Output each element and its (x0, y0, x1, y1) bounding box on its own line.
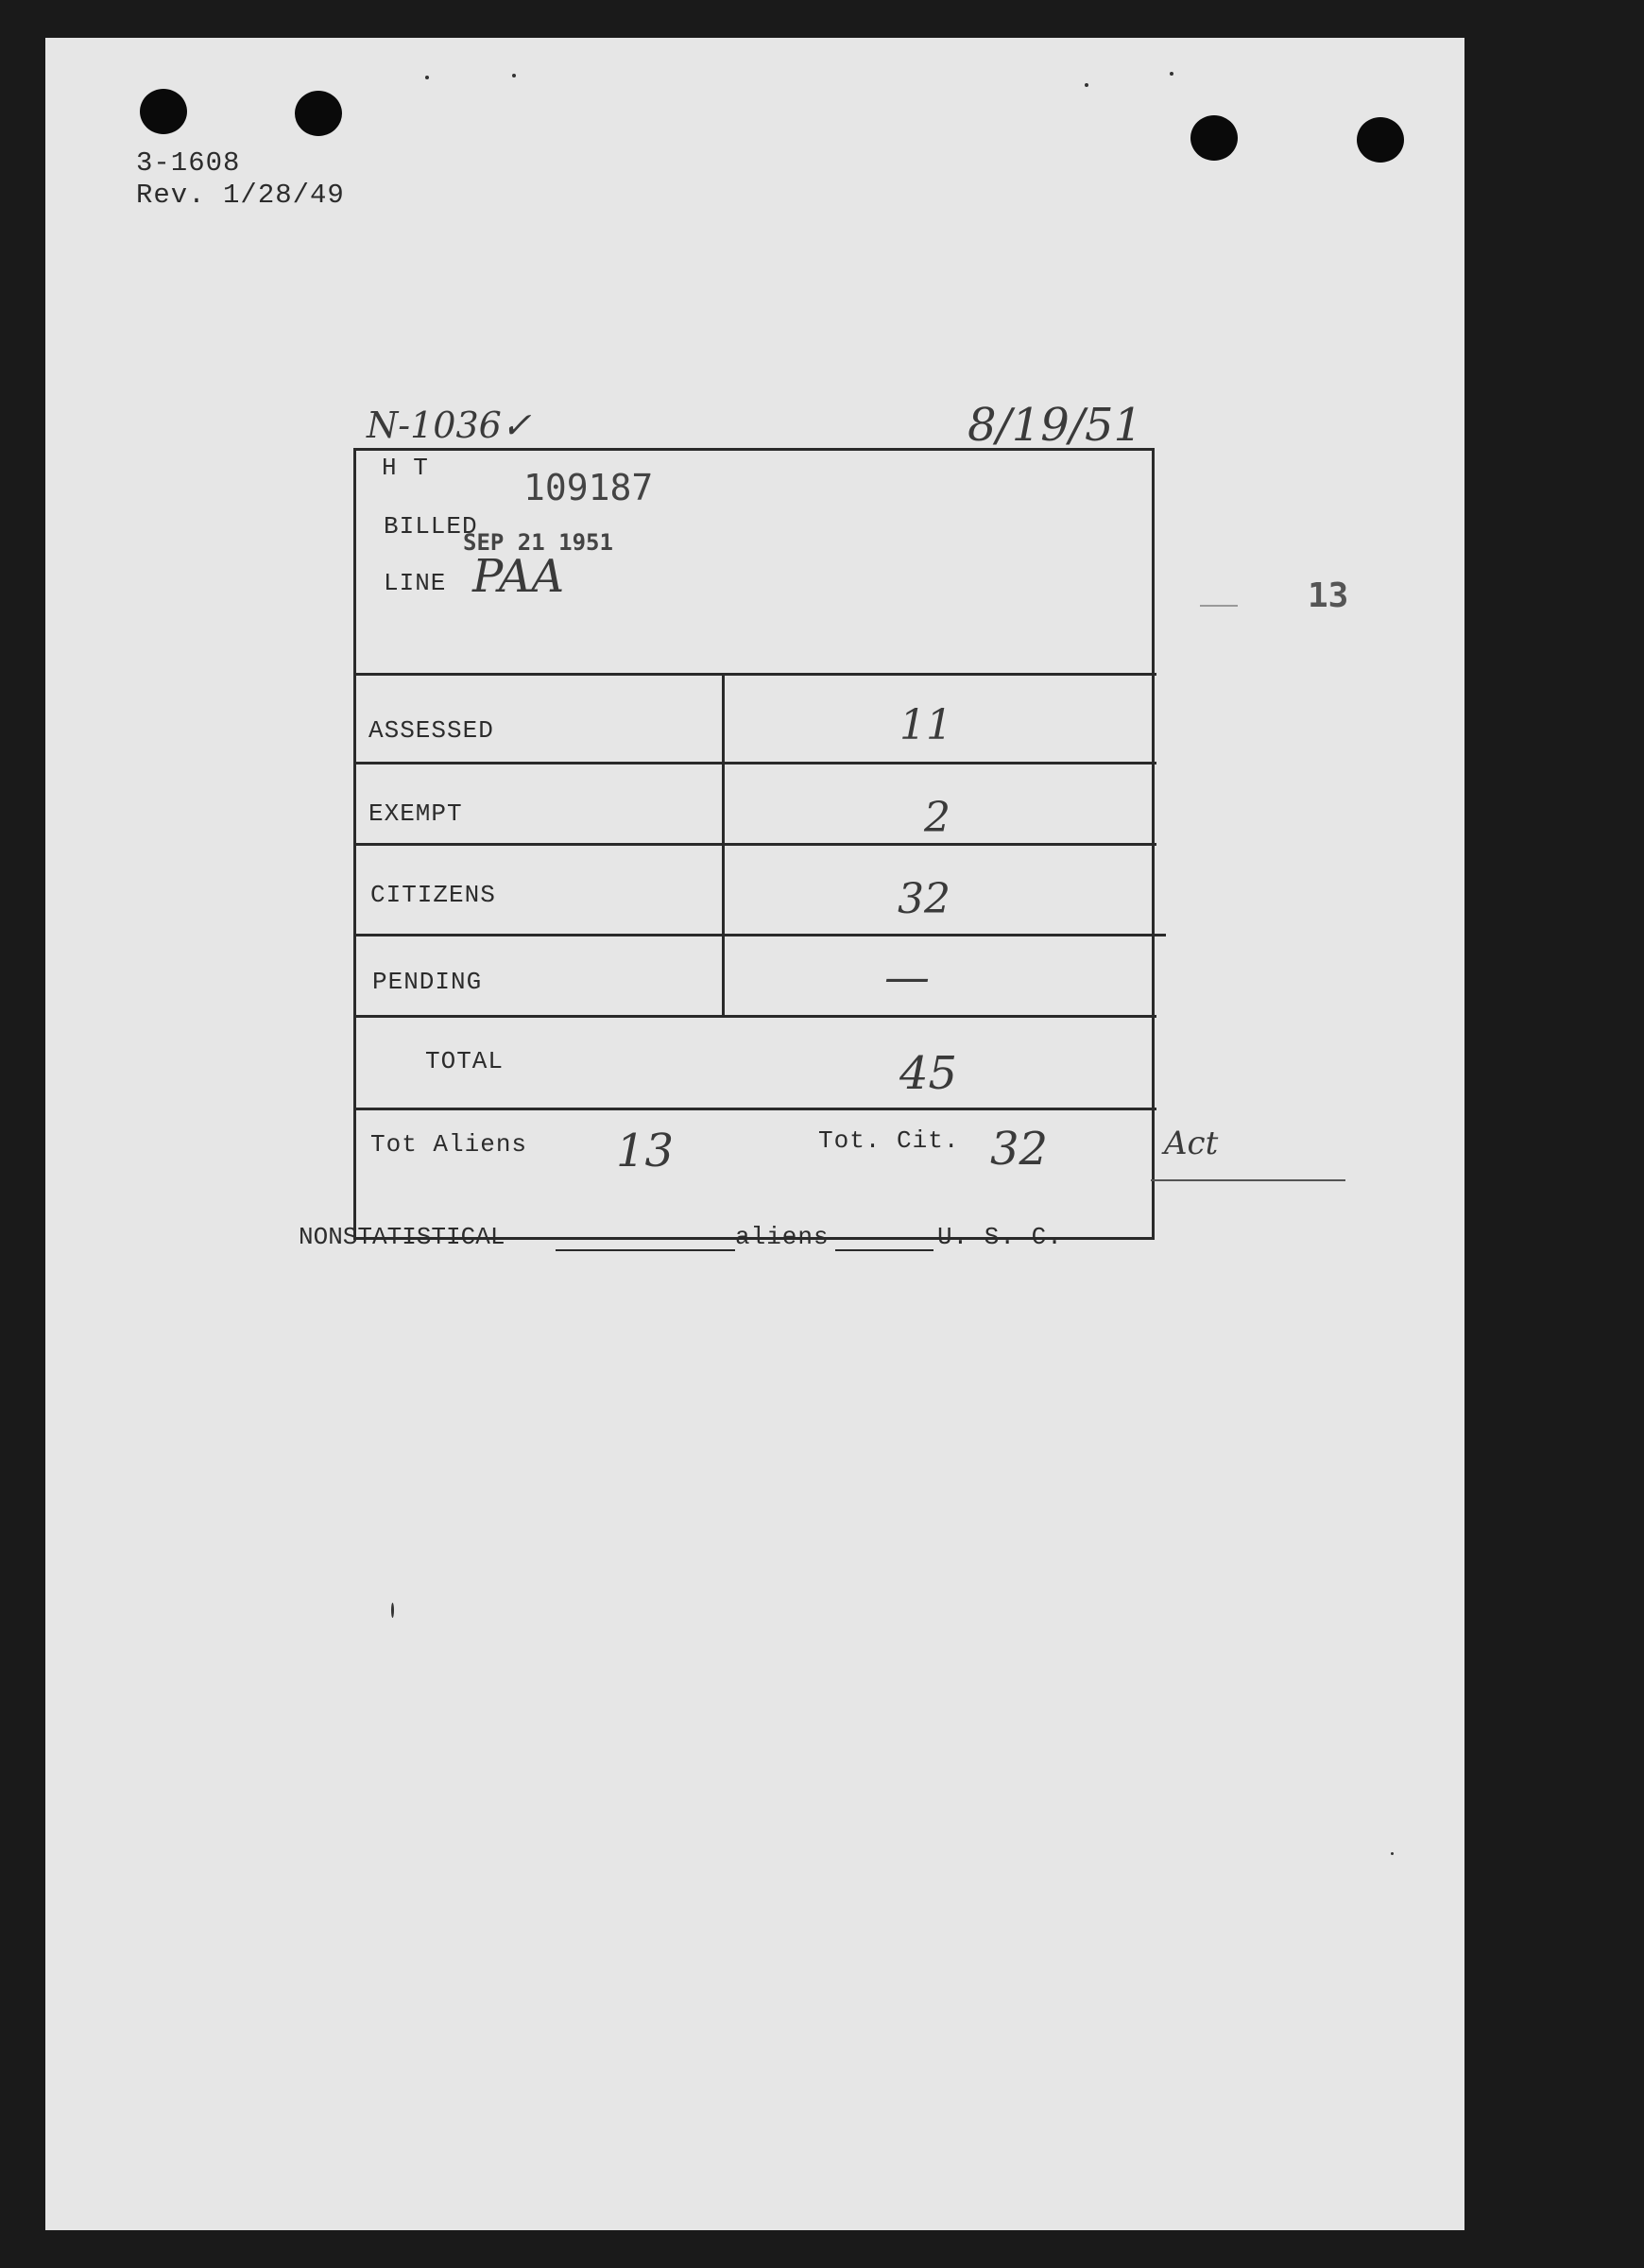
blank-line (835, 1249, 933, 1251)
total-value: 45 (899, 1047, 958, 1100)
speck (391, 1603, 394, 1618)
punch-hole (1357, 117, 1404, 163)
pending-value: — (884, 951, 930, 1004)
blank-line (556, 1249, 735, 1251)
tot-cit-label: Tot. Cit. (818, 1126, 960, 1155)
nonstatistical-label: NONSTATISTICAL (299, 1223, 505, 1251)
form-revision: Rev. 1/28/49 (136, 180, 345, 211)
initials-underline (1151, 1179, 1345, 1181)
speck (1170, 72, 1173, 76)
assessed-value: 11 (899, 701, 952, 749)
exempt-value: 2 (924, 794, 950, 842)
speck (1085, 83, 1088, 87)
speck (425, 76, 429, 79)
row-divider (353, 934, 1166, 936)
speck (512, 74, 516, 77)
row-divider (353, 762, 1156, 765)
document-page (45, 38, 1464, 2230)
row-divider (353, 843, 1156, 846)
citizens-label: CITIZENS (370, 881, 496, 909)
form-number: 3-1608 (136, 147, 241, 179)
speck (1391, 1852, 1394, 1855)
billed-label: BILLED (384, 512, 478, 541)
total-label: TOTAL (425, 1047, 505, 1075)
punch-hole (1190, 115, 1238, 161)
line-label: LINE (384, 569, 447, 597)
pending-label: PENDING (372, 968, 483, 996)
usc-label: U. S. C. (937, 1223, 1063, 1251)
assessed-label: ASSESSED (368, 716, 494, 745)
initials: Act (1164, 1125, 1219, 1162)
exempt-label: EXEMPT (368, 799, 463, 828)
column-divider (722, 675, 725, 1017)
aliens-label: aliens (735, 1223, 830, 1251)
manifest-number: N-1036✓ (367, 404, 532, 446)
citizens-value: 32 (898, 875, 950, 923)
faint-mark (1200, 605, 1238, 607)
handwritten-date: 8/19/51 (968, 399, 1143, 452)
tot-aliens-label: Tot Aliens (370, 1130, 528, 1159)
row-divider (353, 1108, 1156, 1110)
ht-label: H T (382, 454, 429, 482)
tot-cit-value: 32 (990, 1123, 1049, 1176)
row-divider (353, 1015, 1156, 1018)
row-divider (353, 673, 1156, 676)
ht-number: 109187 (523, 467, 654, 508)
punch-hole (295, 91, 342, 136)
line-value: PAA (472, 550, 565, 603)
tot-aliens-value: 13 (616, 1125, 675, 1177)
billed-date-stamp: SEP 21 1951 (463, 529, 613, 556)
page-number: 13 (1308, 576, 1349, 615)
punch-hole (140, 89, 187, 134)
